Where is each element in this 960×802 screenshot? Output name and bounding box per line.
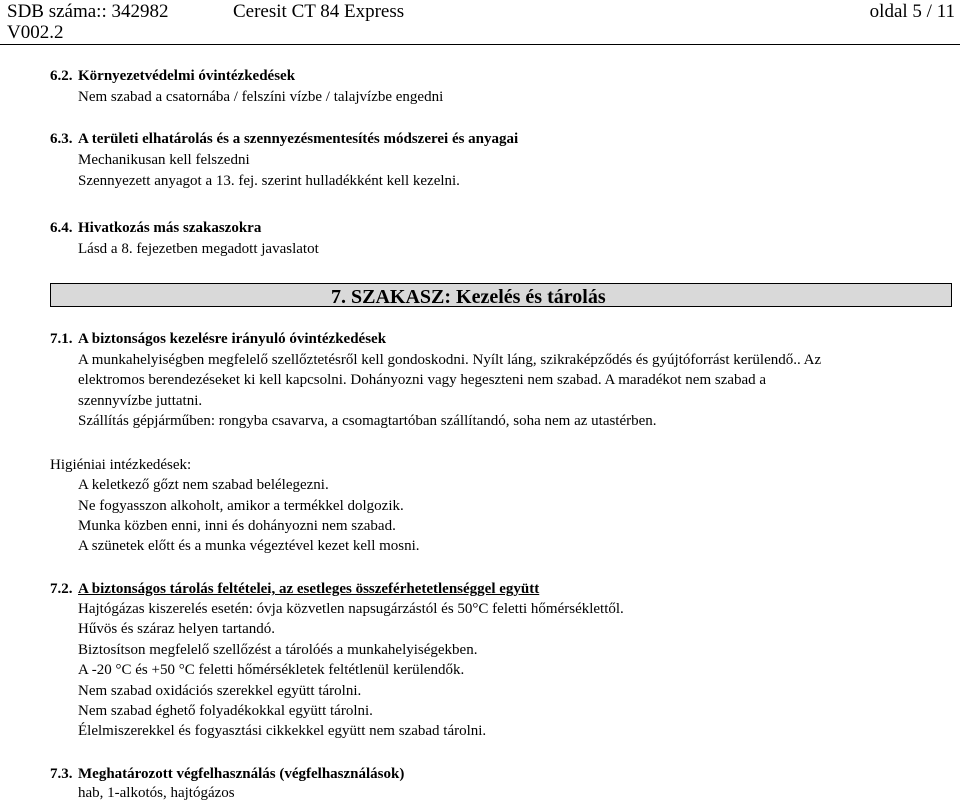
text-line: A munkahelyiségben megfelelő szellőztetésről kell gondoskodni. Nyílt láng, szikraképződés és gyújtóforrást kerülendő.. Az	[78, 352, 822, 368]
header-divider	[0, 44, 960, 45]
heading-number: 6.3.	[50, 131, 73, 147]
heading-number: 6.4.	[50, 220, 73, 236]
text-line: szennyvízbe juttatni.	[78, 393, 203, 409]
heading-title: Hivatkozás más szakaszokra	[78, 220, 262, 236]
heading-7-3	[50, 765, 405, 783]
text-line: A szünetek előtt és a munka végeztével kezet kell mosni.	[78, 538, 420, 554]
heading-title: Környezetvédelmi óvintézkedések	[78, 68, 296, 84]
heading-title: A biztonságos kezelésre irányuló óvintézkedések	[78, 331, 387, 347]
section-7-title: 7. SZAKASZ: Kezelés és tárolás	[331, 286, 606, 308]
text-line: Szállítás gépjárműben: rongyba csavarva, a csomagtartóban szállítandó, soha nem az utastérben.	[78, 413, 657, 429]
heading-7-1	[50, 330, 387, 348]
heading-7-2	[50, 580, 540, 598]
text-line: Mechanikusan kell felszedni	[78, 152, 250, 168]
text-line: A keletkező gőzt nem szabad belélegezni.	[78, 477, 329, 493]
text-line: Nem szabad oxidációs szerekkel együtt tárolni.	[78, 683, 362, 699]
heading-number: 7.1.	[50, 331, 73, 347]
heading-number: 7.3.	[50, 766, 73, 782]
heading-6-2	[50, 67, 296, 85]
heading-number: 6.2.	[50, 68, 73, 84]
heading-title: A biztonságos tárolás feltételei, az esetleges összeférhetetlenséggel együtt	[78, 581, 540, 597]
page-indicator: oldal 5 / 11	[869, 1, 955, 22]
heading-title: Meghatározott végfelhasználás (végfelhasználások)	[78, 766, 405, 782]
text-line: Szennyezett anyagot a 13. fej. szerint hulladékként kell kezelni.	[78, 173, 460, 189]
text-line: Biztosítson megfelelő szellőzést a tárolóés a munkahelyiségekben.	[78, 642, 478, 658]
text-line: Nem szabad éghető folyadékokkal együtt tárolni.	[78, 703, 373, 719]
version-label: V002.2	[7, 22, 64, 43]
text-line: Ne fogyasszon alkoholt, amikor a termékkel dolgozik.	[78, 498, 404, 514]
text-line: hab, 1-alkotós, hajtógázos	[78, 785, 235, 801]
text-line: Nem szabad a csatornába / felszíni vízbe / talajvízbe engedni	[78, 89, 444, 105]
text-line: Hűvös és száraz helyen tartandó.	[78, 621, 276, 637]
heading-6-4	[50, 219, 262, 237]
sdb-number: SDB száma:: 342982	[7, 1, 169, 22]
text-line: elektromos berendezéseket ki kell kapcsolni. Dohányozni vagy hegeszteni nem szabad. A maradékot nem szabad a	[78, 372, 767, 388]
text-line: Élelmiszerekkel és fogyasztási cikkekkel együtt nem szabad tárolni.	[78, 723, 487, 739]
text-line: Hajtógázas kiszerelés esetén: óvja közvetlen napsugárzástól és 50°C feletti hőmérséklettől.	[78, 601, 624, 617]
text-line: Lásd a 8. fejezetben megadott javaslatot	[78, 241, 319, 257]
heading-6-3	[50, 130, 519, 148]
text-line: Munka közben enni, inni és dohányozni nem szabad.	[78, 518, 396, 534]
heading-title: A területi elhatárolás és a szennyezésmentesítés módszerei és anyagai	[78, 131, 519, 147]
hygiene-title: Higiéniai intézkedések:	[50, 457, 192, 473]
product-name: Ceresit CT 84 Express	[233, 1, 405, 22]
text-line: A -20 °C és +50 °C feletti hőmérsékletek feltétlenül kerülendők.	[78, 662, 465, 678]
heading-number: 7.2.	[50, 581, 73, 597]
